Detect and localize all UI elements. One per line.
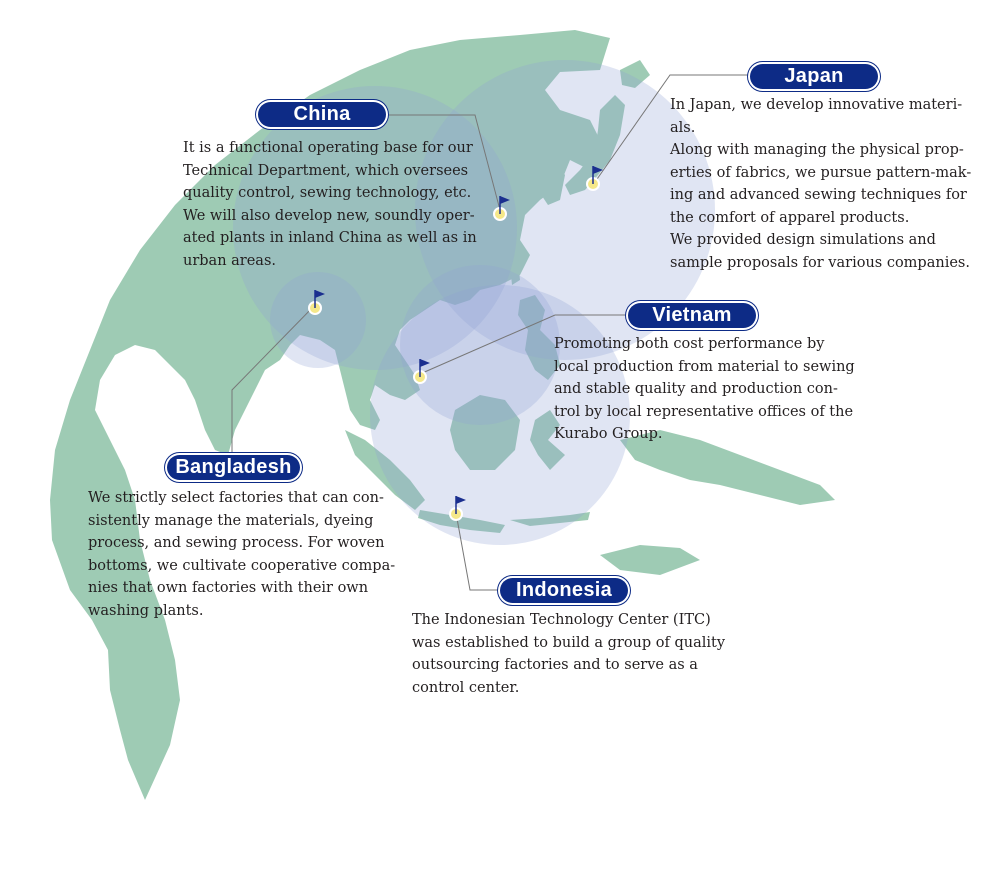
bangladesh-label: Bangladesh [167,455,300,480]
indonesia-description: The Indonesian Technology Center (ITC) was established to build a group of quality outsourcing factories and to serve as a control center. [412,612,726,696]
bangladesh-region-circle [270,272,366,368]
china-label: China [258,102,386,127]
vietnam-label: Vietnam [628,303,756,328]
vietnam-description: Promoting both cost performance by local production from material to sewing and stable quality and production con- trol by local representative offices of the Kurabo Group. [554,336,855,442]
japan-description: In Japan, we develop innovative materi- als. Along with managing the physical prop- erties of fabrics, we pursue pattern-mak- ing and advanced sewing techniques for the comfort of apparel products. We provided design simulations and sample proposals for various companies. [670,97,972,271]
china-description: It is a functional operating base for our Technical Department, which oversees quality control, sewing technology, etc. We will also develop new, soundly oper- ated plants in inland China as well as in urban areas. [183,140,477,269]
japan-label: Japan [750,64,878,89]
australia-edge [600,545,700,575]
indonesia-label: Indonesia [500,578,628,603]
bangladesh-description: We strictly select factories that can con- sistently manage the materials, dyeing process, and sewing process. For woven bottoms, we cultivate cooperative compa- nies that own factories with their own washing plants. [88,490,396,619]
